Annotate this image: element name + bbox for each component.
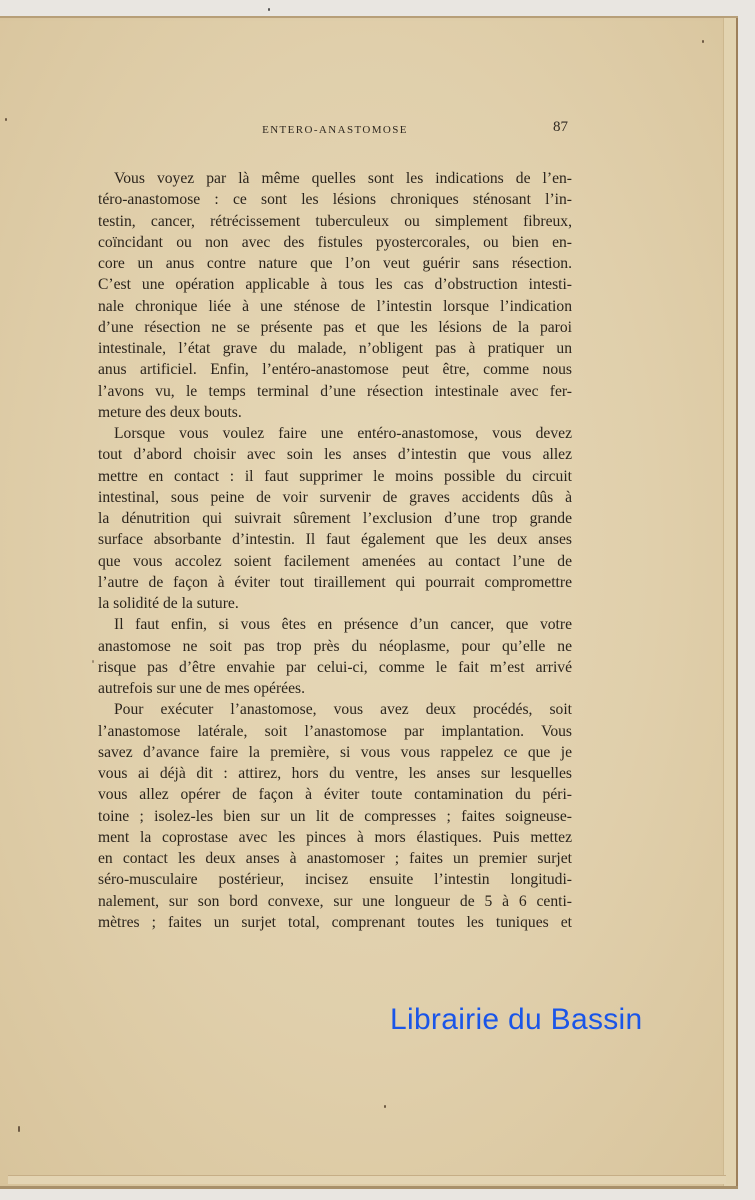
text-line: vous allez opérer de façon à éviter toute contamination du péri-	[98, 786, 572, 804]
paper-speck	[92, 660, 94, 663]
text-line: que vous accolez soient facilement amenées au contact l’une de	[98, 552, 572, 570]
text-line: téro-anastomose : ce sont les lésions chroniques sténosant l’in-	[98, 191, 572, 209]
paper-speck	[5, 118, 7, 121]
text-line: surface absorbante d’intestin. Il faut également que les deux anses	[98, 531, 572, 549]
text-line: Vous voyez par là même quelles sont les indications de l’en-	[114, 170, 572, 187]
text-line: toine ; isolez-les bien sur un lit de compresses ; faites soigneuse-	[98, 807, 572, 825]
text-line: Il faut enfin, si vous êtes en présence d’un cancer, que votre	[114, 616, 572, 634]
paper-speck	[268, 8, 270, 11]
paragraph	[98, 423, 572, 614]
text-line: Pour exécuter l’anastomose, vous avez deux procédés, soit	[114, 701, 572, 719]
text-line: intestinale, l’état grave du malade, n’obligent pas à pratiquer un	[98, 340, 572, 357]
body-text	[98, 168, 572, 933]
watermark-text: Librairie du Bassin	[390, 1003, 643, 1036]
text-line: anus artificiel. Enfin, l’entéro-anastomose peut être, comme nous	[98, 361, 572, 379]
paper-speck	[702, 40, 704, 43]
text-line: risque pas d’être envahie par celui-ci, comme le fait m’est arrivé	[98, 658, 572, 676]
page-number: 87	[553, 119, 568, 135]
text-line: séro-musculaire postérieur, incisez ensuite l’intestin longitudi-	[98, 871, 572, 889]
text-line: savez d’avance faire la première, si vous vous rappelez ce que je	[98, 743, 572, 761]
text-line: meture des deux bouts.	[98, 403, 242, 421]
text-line: la solidité de la suture.	[98, 595, 239, 612]
text-line: mètres ; faites un surjet total, comprenant toutes les tuniques et	[98, 913, 572, 931]
text-line: Lorsque vous voulez faire une entéro-anastomose, vous devez	[114, 425, 572, 442]
page-edge	[723, 18, 738, 1186]
paragraph	[98, 168, 572, 423]
text-line: anastomose ne soit pas trop près du néoplasme, pour qu’elle ne	[98, 637, 572, 655]
text-line: coïncidant ou non avec des fistules pyostercorales, ou bien en-	[98, 233, 572, 251]
paragraph	[98, 614, 572, 699]
text-line: testin, cancer, rétrécissement tuberculeux ou simplement fibreux,	[98, 212, 572, 230]
text-line: l’anastomose latérale, soit l’anastomose par implantation. Vous	[98, 722, 572, 740]
text-line: l’autre de façon à éviter tout tiraillement qui pourrait compromettre	[98, 573, 572, 591]
text-line: nalement, sur son bord convexe, sur une longueur de 5 à 6 centi-	[98, 892, 572, 910]
running-title: ENTERO-ANASTOMOSE	[262, 124, 408, 136]
text-line: en contact les deux anses à anastomoser ; faites un premier surjet	[98, 850, 572, 867]
paragraph	[98, 699, 572, 933]
text-line: l’avons vu, le temps terminal d’une résection intestinale avec fer-	[98, 382, 572, 400]
text-line: d’une résection ne se présente pas et que les lésions de la paroi	[98, 318, 572, 336]
text-line: autrefois sur une de mes opérées.	[98, 680, 305, 697]
text-line: la dénutrition qui suivrait sûrement l’exclusion d’une trop grande	[98, 510, 572, 527]
text-line: C’est une opération applicable à tous les cas d’obstruction intesti-	[98, 276, 572, 294]
paper-speck	[18, 1126, 20, 1132]
text-line: tout d’abord choisir avec soin les anses d’intestin que vous allez	[98, 446, 572, 464]
text-line: ment la coprostase avec les pinces à mors élastiques. Puis mettez	[98, 828, 572, 846]
paper-speck	[384, 1105, 386, 1108]
text-line: intestinal, sous peine de voir survenir de graves accidents dûs à	[98, 488, 572, 506]
text-line: vous ai déjà dit : attirez, hors du ventre, les anses sur lesquelles	[98, 765, 572, 782]
running-head	[98, 119, 572, 144]
text-line: core un anus contre nature que l’on veut guérir sans résection.	[98, 255, 572, 272]
text-line: nale chronique liée à une sténose de l’intestin lorsque l’indication	[98, 297, 572, 315]
page-bottom-fold	[8, 1175, 726, 1184]
text-line: mettre en contact : il faut supprimer le moins possible du circuit	[98, 467, 572, 485]
